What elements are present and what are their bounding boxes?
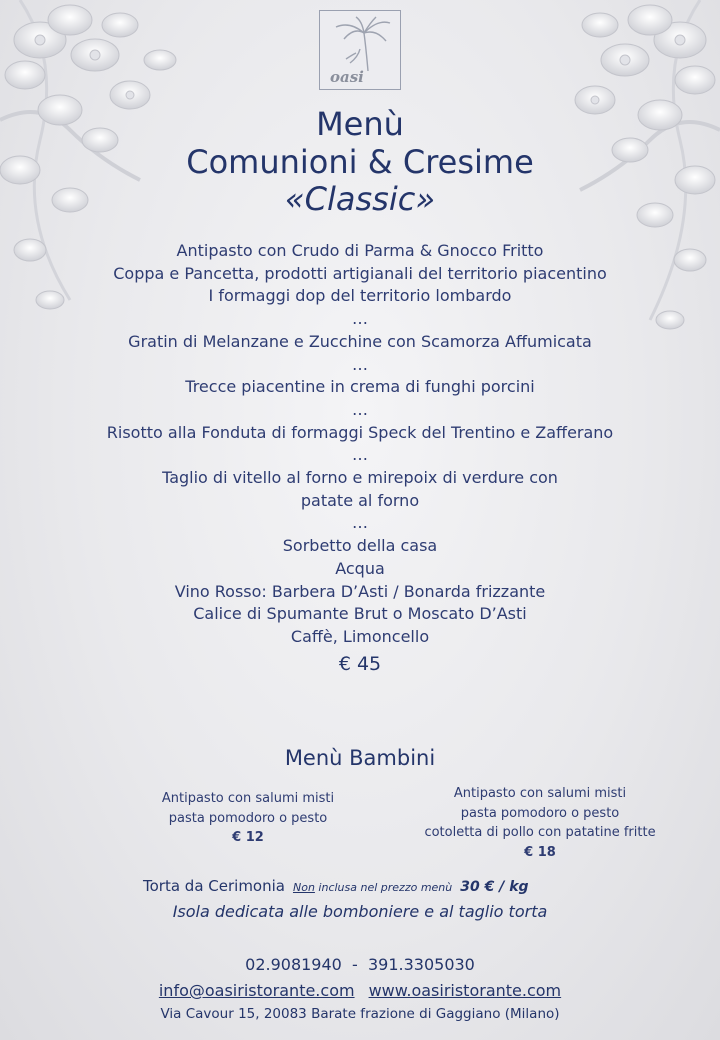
menu-item: Sorbetto della casa <box>282 536 438 556</box>
phone-separator: - <box>352 955 358 974</box>
kids-menu-item: pasta pomodoro o pesto <box>460 805 620 821</box>
menu-item: Acqua <box>335 558 385 578</box>
website-link[interactable]: www.oasiristorante.com <box>368 981 562 1000</box>
kids-menu-item: Antipasto con salumi misti <box>161 791 335 806</box>
menu-item: Calice di Spumante Brut o Moscato D’Asti <box>193 604 527 624</box>
page-title-line1: Menù <box>316 105 404 143</box>
page-title-line3: «Classic» <box>284 180 436 218</box>
kids-menu-item: pasta pomodoro o pesto <box>168 810 328 826</box>
phone-numbers <box>0 955 720 974</box>
kids-menu-price: € 18 <box>524 844 556 860</box>
menu-item: patate al forno <box>300 490 420 510</box>
menu-item: Risotto alla Fonduta di formaggi Speck del Trentino e Zafferano <box>106 422 614 442</box>
menu-item: Gratin di Melanzane e Zucchine con Scamorza Affumicata <box>128 331 592 351</box>
kids-menu-price: € 12 <box>232 830 264 845</box>
page-title-line2: Comunioni & Cresime <box>186 143 534 181</box>
restaurant-logo <box>319 10 401 90</box>
menu-item: Caffè, Limoncello <box>290 626 430 646</box>
phone-2[interactable]: 391.3305030 <box>367 955 475 974</box>
cake-label: Torta da Cerimonia <box>143 877 285 895</box>
kids-menu-item: cotoletta di pollo con patatine fritte <box>424 825 656 840</box>
menu-price: € 45 <box>338 653 382 675</box>
kids-menu-title: Menù Bambini <box>284 746 436 770</box>
cake-line <box>143 877 529 895</box>
menu-separator: … <box>352 513 368 533</box>
cake-note-underlined: Non <box>292 881 315 894</box>
menu-item: I formaggi dop del territorio lombardo <box>208 286 512 306</box>
menu-item: Taglio di vitello al forno e mirepoix di verdure con <box>162 468 558 488</box>
menu-item: Trecce piacentine in crema di funghi porcini <box>185 377 535 397</box>
menu-separator: … <box>352 445 368 465</box>
phone-1[interactable]: 02.9081940 <box>245 955 342 974</box>
menu-item: Vino Rosso: Barbera D’Asti / Bonarda frizzante <box>174 581 546 601</box>
email-link[interactable]: info@oasiristorante.com <box>158 981 355 1000</box>
cake-note <box>293 881 452 894</box>
kids-menu-option-1 <box>120 789 376 848</box>
menu-separator: … <box>352 399 368 419</box>
menu-item: Antipasto con Crudo di Parma & Gnocco Fritto <box>176 241 544 260</box>
kids-menu-item: Antipasto con salumi misti <box>453 786 627 801</box>
menu-separator: … <box>352 309 368 329</box>
contact-links <box>0 981 720 1000</box>
island-note: Isola dedicata alle bomboniere e al taglio torta <box>172 902 548 921</box>
kids-menu-option-2 <box>390 784 690 862</box>
menu-list <box>0 240 720 649</box>
logo-text: oasi <box>330 68 364 86</box>
cake-note-rest: inclusa nel prezzo menù <box>314 881 453 894</box>
cake-price: 30 € / kg <box>460 879 529 895</box>
palm-tree-icon <box>320 13 400 73</box>
address: Via Cavour 15, 20083 Barate frazione di Gaggiano (Milano) <box>160 1006 560 1022</box>
menu-item: Coppa e Pancetta, prodotti artigianali del territorio piacentino <box>113 263 607 283</box>
menu-separator: … <box>352 354 368 374</box>
